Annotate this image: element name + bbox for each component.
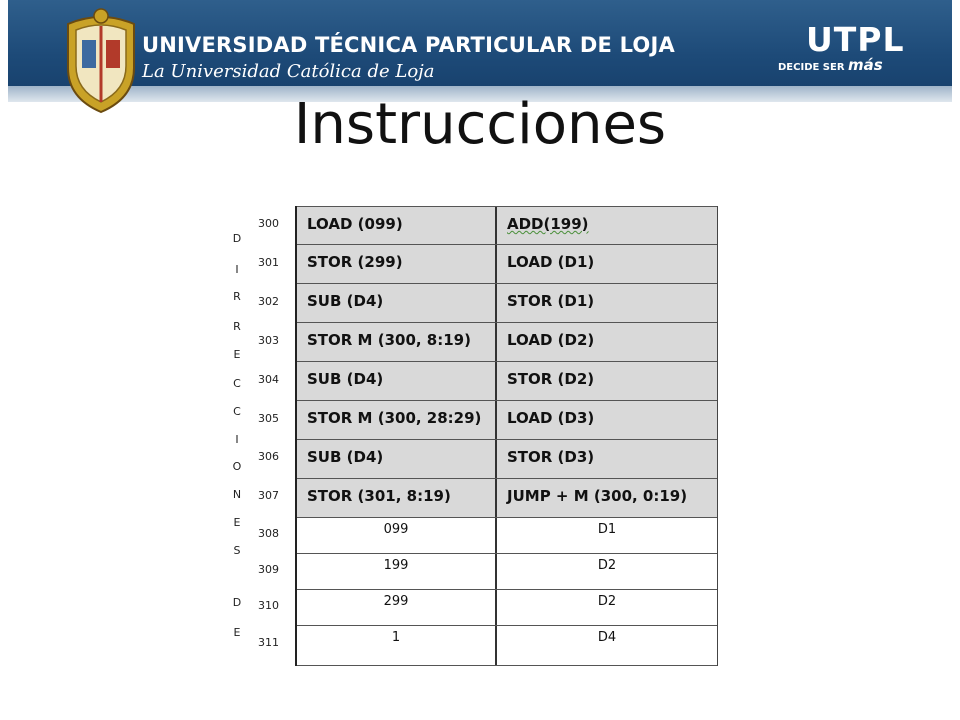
cell-text: 1 [391,630,401,645]
address-label: 307 [258,489,279,502]
instruction-left-cell [297,207,497,244]
side-letter: C [233,405,241,418]
side-letter: D [232,596,242,609]
table-row [297,323,717,362]
cell-text: STOR M (300, 28:29) [307,409,482,427]
table-row [297,245,717,284]
side-letter: D [232,232,242,245]
instruction-left-cell [297,401,497,439]
side-letter: C [233,377,241,390]
cell-text: D1 [597,522,617,537]
table-row [297,362,717,401]
cell-text: JUMP + M (300, 0:19) [507,487,688,505]
address-label: 310 [258,599,279,612]
instruction-left-cell [297,284,497,322]
table-row [297,401,717,440]
table-row [297,440,717,479]
tagline-big: más [848,56,883,74]
data-left-cell [297,590,497,625]
address-label: 309 [258,563,279,576]
instruction-right-cell [497,440,717,478]
instruction-right-cell [497,284,717,322]
brand-tagline [778,56,883,74]
cell-text: LOAD (D3) [507,409,595,427]
cell-text: ADD(199) [507,215,589,233]
cell-text: LOAD (D1) [507,253,595,271]
address-label: 300 [258,217,279,230]
cell-text: D2 [597,558,617,573]
address-label: 308 [258,527,279,540]
address-label: 303 [258,334,279,347]
instruction-left-cell [297,362,497,400]
address-label: 306 [258,450,279,463]
cell-text: 099 [383,522,409,537]
side-letter: E [233,516,241,529]
table-row [297,554,717,590]
side-letter: R [233,320,241,333]
cell-text: STOR (301, 8:19) [307,487,451,505]
cell-text: D2 [597,594,617,609]
instruction-right-cell [497,401,717,439]
cell-text: LOAD (099) [307,215,403,233]
table-row [297,626,717,666]
side-letter: O [232,460,242,473]
instruction-left-cell [297,245,497,283]
instruction-right-cell [497,323,717,361]
data-left-cell [297,626,497,665]
cell-text: STOR (D2) [507,370,595,388]
cell-text: STOR (D1) [507,292,595,310]
side-letter: E [233,626,241,639]
instruction-right-cell [497,245,717,283]
address-label: 304 [258,373,279,386]
instruction-right-cell [497,207,717,244]
side-letter: I [235,263,239,276]
table-row [297,518,717,554]
data-right-cell [497,590,717,625]
brand-logo: UTPL [806,20,905,59]
side-letter: R [233,290,241,303]
side-letter: I [235,433,239,446]
instruction-left-cell [297,440,497,478]
side-letter: E [233,348,241,361]
data-right-cell [497,518,717,553]
university-name: UNIVERSIDAD TÉCNICA PARTICULAR DE LOJA [142,33,675,57]
cell-text: LOAD (D2) [507,331,595,349]
data-right-cell [497,554,717,589]
cell-text: 199 [383,558,409,573]
address-label: 302 [258,295,279,308]
address-label: 305 [258,412,279,425]
cell-text: SUB (D4) [307,370,384,388]
address-label: 311 [258,636,279,649]
side-letter: S [233,544,241,557]
cell-text: SUB (D4) [307,292,384,310]
cell-text: STOR M (300, 8:19) [307,331,471,349]
tagline-small: DECIDE SER [778,62,845,73]
instruction-left-cell [297,323,497,361]
table-row [297,479,717,518]
data-right-cell [497,626,717,665]
table-row [297,284,717,323]
address-label: 301 [258,256,279,269]
cell-text: STOR (299) [307,253,403,271]
instruction-right-cell [497,479,717,517]
data-left-cell [297,554,497,589]
instructions-table [295,206,718,666]
cell-text: STOR (D3) [507,448,595,466]
cell-text: 299 [383,594,409,609]
side-letter: N [232,488,242,501]
data-left-cell [297,518,497,553]
university-subtitle: La Universidad Católica de Loja [142,61,435,82]
instruction-right-cell [497,362,717,400]
table-row [297,206,717,245]
cell-text: D4 [597,630,617,645]
table-row [297,590,717,626]
cell-text: SUB (D4) [307,448,384,466]
instruction-left-cell [297,479,497,517]
page-title: Instrucciones [293,92,667,157]
